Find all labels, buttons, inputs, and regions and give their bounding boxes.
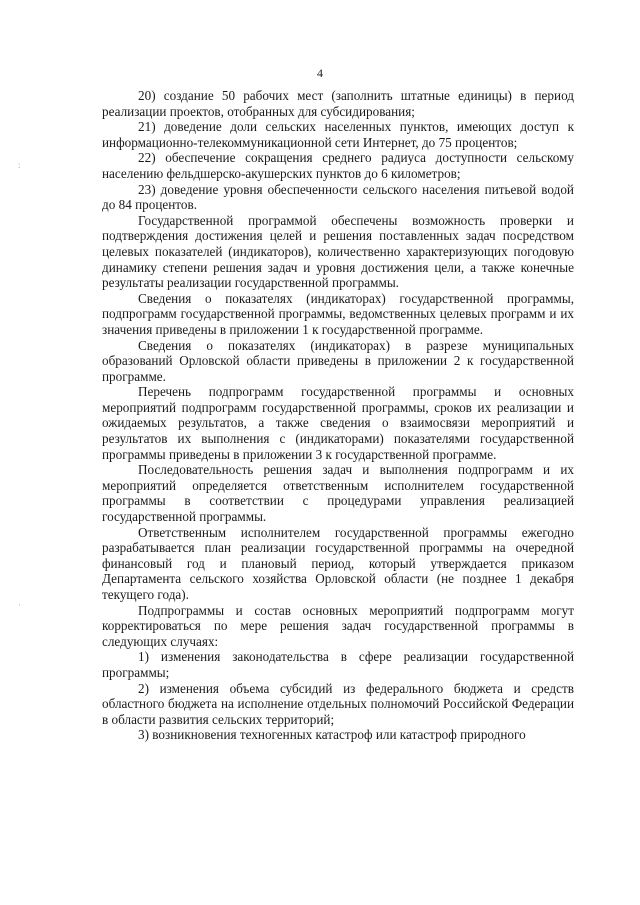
paragraph-subprograms-annex-3: Перечень подпрограмм государственной программы и основных мероприятий подпрограмм государственной программы, сроков их реализации и ожидаемых результатов, а также сведения о взаимосвязи мероприятий и результатов их выполнения с (индикаторами) показателями государственной программы приведены в приложении 3 к государственной программе. — [102, 384, 574, 462]
margin-mark: : — [18, 160, 21, 170]
paragraph-case-2: 2) изменения объема субсидий из федерального бюджета и средств областного бюджета на исполнение отдельных полномочий Российской Федерации в области развития сельских территорий; — [102, 680, 574, 727]
margin-mark: · — [18, 600, 21, 610]
paragraph-sequence: Последовательность решения задач и выполнения подпрограмм и их мероприятий определяется ответственным исполнителем государственной программы в соответствии с процедурами управления реализацией государственной программы. — [102, 462, 574, 525]
paragraph-item-21: 21) доведение доли сельских населенных пунктов, имеющих доступ к информационно-телекоммуникационной сети Интернет, до 75 процентов; — [102, 119, 574, 150]
paragraph-indicators-annex-2: Сведения о показателях (индикаторах) в разрезе муниципальных образований Орловской области приведены в приложении 2 к государственной программе. — [102, 337, 574, 384]
paragraph-item-22: 22) обеспечение сокращения среднего радиуса доступности сельскому населению фельдшерско-акушерских пунктов до 6 километров; — [102, 150, 574, 181]
document-body — [102, 88, 574, 743]
paragraph-case-1: 1) изменения законодательства в сфере реализации государственной программы; — [102, 649, 574, 680]
paragraph-verification: Государственной программой обеспечены возможность проверки и подтверждения достижения целей и решения поставленных задач посредством целевых показателей (индикаторов), количественно характеризующих погодовую динамику степени решения задач и уровня достижения цели, а также конечные результаты реализации государственной программы. — [102, 212, 574, 291]
paragraph-annual-plan: Ответственным исполнителем государственной программы ежегодно разрабатывается план реализации государственной программы на очередной финансовый год и плановый период, который утверждается приказом Департамента сельского хозяйства Орловской области (не позднее 1 декабря текущего года). — [102, 524, 574, 602]
paragraph-adjustment-cases: Подпрограммы и состав основных мероприятий подпрограмм могут корректироваться по мере решения задач государственной программы в следующих случаях: — [102, 602, 574, 649]
paragraph-indicators-annex-1: Сведения о показателях (индикаторах) государственной программы, подпрограмм государственной программы, ведомственных целевых программ и их значения приведены в приложении 1 к государственной программе. — [102, 290, 574, 337]
paragraph-item-20: 20) создание 50 рабочих мест (заполнить штатные единицы) в период реализации проектов, отобранных для субсидирования; — [102, 88, 574, 119]
page-number: 4 — [317, 66, 323, 80]
paragraph-case-3: 3) возникновения техногенных катастроф или катастроф природного — [138, 727, 526, 743]
paragraph-item-23: 23) доведение уровня обеспеченности сельского населения питьевой водой до 84 процентов. — [102, 181, 574, 213]
